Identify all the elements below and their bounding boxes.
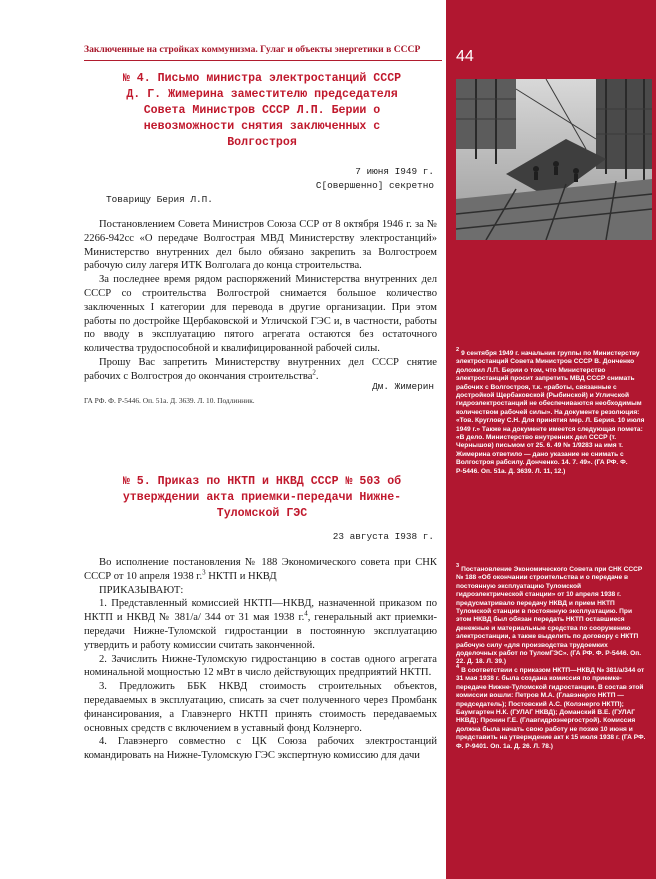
doc4-signature: Дм. Жимерин	[372, 381, 434, 392]
doc4-title-line: Д. Г. Жимерина заместителю председателя	[126, 88, 398, 101]
doc4-title-line: невозможности снятия заключенных с	[143, 120, 381, 133]
footnote-ref: 3	[202, 568, 206, 577]
footnote-number: 2	[456, 347, 460, 353]
doc5-item-1-text: 1. Представленный комиссией НКТП—НКВД, назначенной приказом по НКТП и НКВД № 381/а/ 344 от 31 мая 1938 г.	[84, 598, 437, 624]
doc5-order-word: ПРИКАЗЫВАЮТ:	[99, 584, 184, 596]
doc4-source: ГА РФ. Ф. Р-5446. Оп. 51а. Д. 3639. Л. 10. Подлинник.	[84, 396, 255, 405]
doc5-item-2: 2. Зачислить Нижне-Туломскую гидростанцию в состав одного агрегата номинальной мощностью 12 мВт в число действующих предприятий НКТП.	[84, 653, 437, 679]
doc5-title-line: утверждении акта приемки-передачи Нижне-	[122, 491, 402, 504]
footnote-text: 9 сентября 1949 г. начальник группы по Министерству электростанций Совета Министров СССР В. Донченко доложил Л.П. Берии о том, что Министерство электростанций просит запретить МВД СССР снимать рабочих с Волгостроя, т.к. «работы, связанные с достройкой Щербаковской (Рыбинской) и Угличской гидроэлектростанций не обеспечиваются необходимым количеством рабочей силы». На документе резолюция: «Тов. Круглову С.Н. Для принятия мер. Л. Берия. 10 июля 1949 г.» Также на документе имеется следующая помета: «В дело. Министерство внутренних дел СССР (т. Чернышов) письмом от 25. 6. 49 № 1/9283 на имя т. Жимерина ответило — дано указание не снимать с Волгостроя рабсилу. Донченко. 14. 7. 49». (ГА РФ. Ф. Р-5446. Оп. 51а. Д. 3639. Л. 11, 12.)	[456, 350, 645, 475]
header-rule	[84, 60, 442, 61]
construction-photo-image	[456, 79, 652, 240]
doc4-paragraph: За последнее время рядом распоряжений Министерства внутренних дел СССР со строительства Волгострой снимается большое количество заключенных I категории для перевода в другие организации. При этом работы по достройке Щербаковской и Угличской ГЭС и, в частности, работы по вводу в эксплуатацию пятого агрегата остаются без остаточного количества трудоспособной и квалифицированной рабочей силы.	[84, 274, 437, 355]
doc4-paragraph: Постановлением Совета Министров Союза ССР от 8 октября 1946 г. за № 2266-942сс «О передаче Волгострая МВД Министерству электростанций» Министерство внутренних дел было обязано закрепить за Волгостроем рабочую силу лагеря ИТК Волголага до конца строительства.	[84, 219, 437, 272]
doc5-intro-text: Во исполнение постановления № 188 Экономического совета при СНК СССР от 10 апреля 1938 г.	[84, 557, 437, 582]
doc4-title	[84, 71, 440, 151]
footnote-number: 4	[456, 664, 460, 670]
doc4-title-line: Совета Министров СССР Л.П. Берии о	[143, 104, 381, 117]
doc4-date: 7 июня I949 г.	[355, 166, 434, 177]
doc5-item-1-text-end: , генеральный акт приемки-передачи Нижне-Туломской гидростанции в постоянную эксплуатацию утвердить и работу комиссии считать законченной.	[84, 612, 437, 651]
running-header: Заключенные на стройках коммунизма. Гулаг и объекты энергетики в СССР	[84, 44, 421, 55]
doc5-title-line: № 5. Приказ по НКТП и НКВД СССР № 503 об	[122, 475, 402, 488]
doc4-paragraph-text: Прошу Вас запретить Министерству внутренних дел СССР снятие рабочих с Волгостроя до окончания строительства	[84, 356, 437, 382]
doc4-secrecy: С[овершенно] секретно	[315, 180, 434, 191]
footnote-text: В соответствии с приказом НКТП—НКВД № 381/а/344 от 31 мая 1938 г. была создана комиссия по приемке-передаче Нижне-Туломской гидростанции. В состав этой комиссии вошли: Петров М.А. (Главэнерго НКТП — председатель); Постовский А.С. (Колэнерго НКТП); Баумгартен Н.К. (ГУЛАГ НКВД); Доманский В.Е. (ГУЛАГ НКВД); Пронин Г.Е. (Главгидроэнергострой). Комиссия должна была начать свою работу не позже 10 июня и представить на утверждение акт к 15 июля 1938 г. (ГА РФ. Ф. Р-9401. Оп. 1а. Д. 26. Л. 78.)	[456, 667, 646, 750]
archival-photo	[456, 79, 652, 240]
doc5-intro	[84, 556, 437, 584]
footnote-4	[456, 664, 649, 751]
doc4-title-line: Волгостроя	[227, 136, 297, 149]
doc5-intro-text-end: НКТП и НКВД	[205, 570, 277, 582]
doc4-body	[84, 218, 437, 384]
footnote-number: 3	[456, 563, 460, 569]
doc5-title-line: Туломской ГЭС	[216, 507, 308, 520]
footnote-2	[456, 347, 649, 476]
page-number: 44	[456, 48, 474, 65]
doc5-title	[84, 474, 440, 522]
doc5-body	[84, 556, 437, 763]
doc5-date: 23 августа I938 г.	[332, 531, 434, 542]
footnote-ref: 4	[304, 609, 308, 618]
footnote-ref: 2	[312, 368, 316, 377]
doc5-item-3: 3. Предложить ББК НКВД стоимость строительных объектов, передаваемых в эксплуатацию, списать за счет полученного через Промбанк финансирования, а Главэнерго НКТП принять стоимость передаваемых основных средств с включением в уставный фонд Колэнерго.	[84, 681, 437, 734]
doc4-addressee: Товарищу Берия Л.П.	[106, 194, 213, 205]
doc4-title-line: № 4. Письмо министра электростанций СССР	[122, 72, 402, 85]
footnote-text: Постановление Экономического Совета при СНК СССР № 188 «Об окончании строительства и о передаче в постоянную эксплуатацию Туломской гидроэлектрической станции» от 10 апреля 1938 г. предусматривало передачу НКВД и прием НКТП Туломской станции в постоянную эксплуатацию. При этом НКВД был обязан передать НКТП оставшиеся денежные и материальные средства по сооружению электростанции, а также выделить по договору с НКТП рабочую силу «для производства трудоемких доделочных работ по ТуломГЭС». (ГА РФ. Ф. Р-5446. Оп. 22. Д. 18. Л. 39.)	[456, 566, 643, 666]
doc5-item-1	[84, 597, 437, 652]
doc4-paragraph: Прошу Вас запретить Министерству внутренних дел СССР снятие рабочих с Волгостроя до окончания строительства$^2$.	[84, 356, 437, 382]
doc5-item-4: 4. Главэнерго совместно с ЦК Союза рабочих электростанций командировать на Нижне-Туломскую ГЭС экспертную комиссию для дачи	[84, 736, 437, 762]
footnote-3	[456, 563, 649, 667]
